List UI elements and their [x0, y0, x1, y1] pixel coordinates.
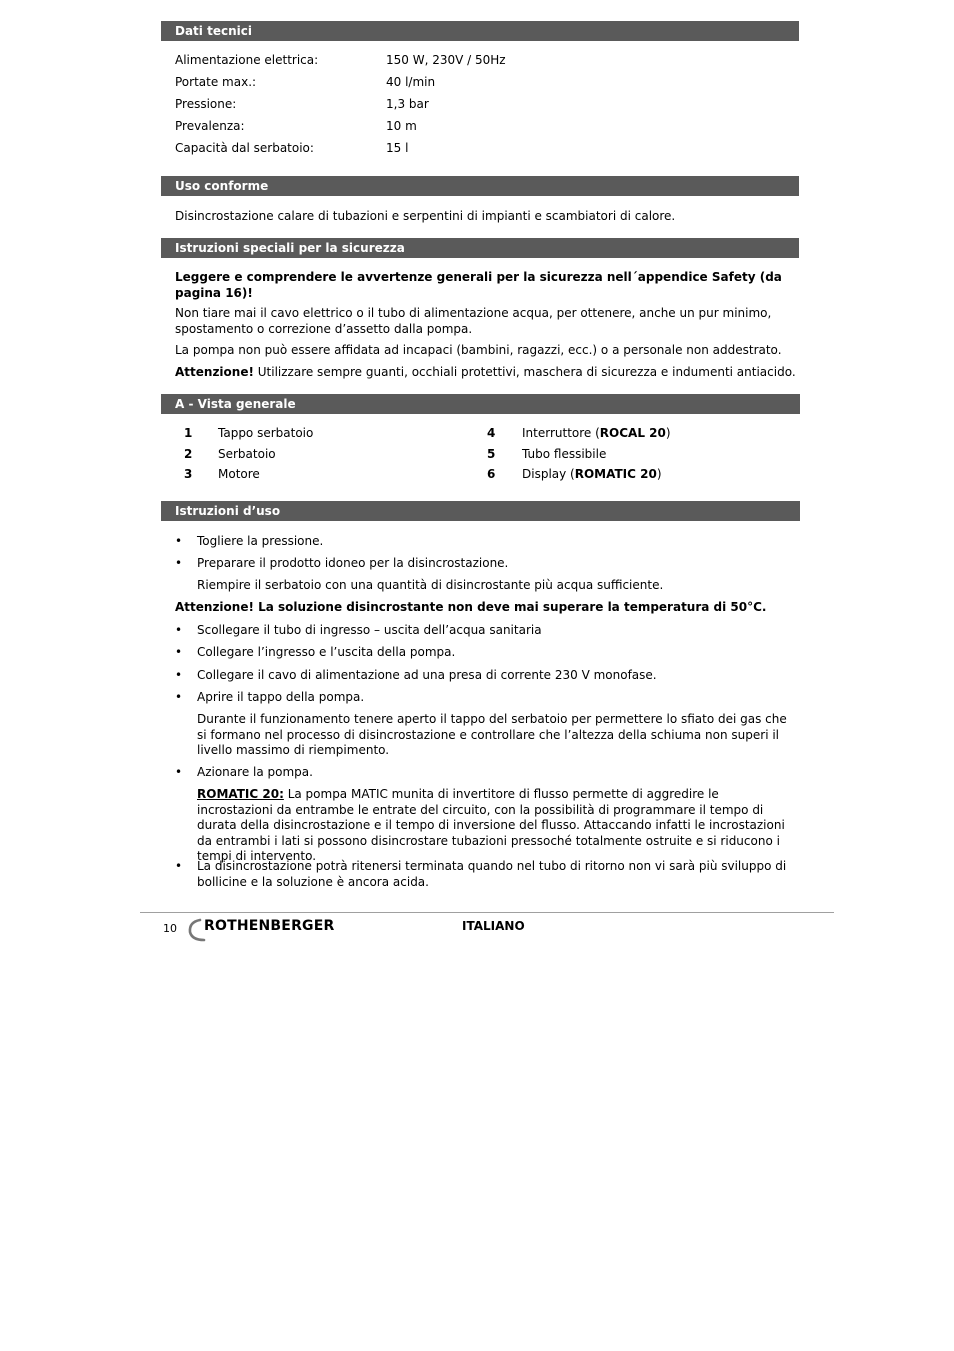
spec-label: Alimentazione elettrica:	[175, 53, 319, 67]
instruction-note	[197, 787, 787, 865]
safety-paragraph-cable: Non tiare mai il cavo elettrico o il tubo di alimentazione acqua, per ottenere, anche un pur minimo, spostamento o correzione d’assetto dalla pompa.	[175, 306, 772, 336]
overview-item: Serbatoio	[218, 447, 276, 461]
safety-attention-line	[175, 365, 796, 380]
attention-label: Attenzione!	[175, 365, 254, 379]
spec-label: Portate max.:	[175, 75, 257, 89]
safety-warning-line2: pagina 16)!	[175, 286, 253, 300]
brand-logo-text: ROTHENBERGER	[204, 918, 335, 934]
instruction-step: Togliere la pressione.	[197, 534, 324, 548]
bullet-icon: •	[175, 765, 183, 779]
rothenberger-logo-icon	[186, 918, 206, 942]
spec-label: Capacità dal serbatoio:	[175, 141, 314, 155]
instruction-note: Riempire il serbatoio con una quantità di disincrostante più acqua sufficiente.	[197, 578, 664, 592]
section-header-uso-conforme: Uso conforme	[161, 176, 799, 196]
uso-conforme-text: Disincrostazione calare di tubazioni e serpentini di impianti e scambiatori di calore.	[175, 209, 676, 223]
section-header-istruzioni: Istruzioni d’uso	[161, 501, 800, 521]
spec-value: 15 l	[386, 141, 409, 155]
bullet-icon: •	[175, 859, 183, 873]
overview-number: 3	[184, 467, 193, 481]
romatic-label: ROMATIC 20:	[197, 787, 284, 801]
bullet-icon: •	[175, 623, 183, 637]
bullet-icon: •	[175, 645, 183, 659]
instruction-note: Durante il funzionamento tenere aperto il tappo del serbatoio per permettere lo sfiato dei gas che si formano nel processo di disincrostazione e controllare che l’altezza della schiuma non superi il livello massimo di riempimento.	[197, 712, 787, 757]
safety-paragraph-personnel: La pompa non può essere affidata ad incapaci (bambini, ragazzi, ecc.) o a personale non addestrato.	[175, 343, 782, 357]
spec-value: 150 W, 230V / 50Hz	[386, 53, 506, 67]
overview-item: Motore	[218, 467, 260, 481]
temperature-warning: Attenzione! La soluzione disincrostante non deve mai superare la temperatura di 50°C.	[175, 600, 767, 614]
overview-number: 1	[184, 426, 193, 440]
overview-item	[522, 426, 671, 441]
overview-item: Tubo flessibile	[522, 447, 607, 461]
instruction-step: Azionare la pompa.	[197, 765, 313, 779]
instruction-step: Preparare il prodotto idoneo per la disincrostazione.	[197, 556, 509, 570]
overview-item	[522, 467, 662, 482]
overview-item-text: )	[656, 467, 662, 481]
overview-number: 6	[487, 467, 496, 481]
overview-item-text: )	[665, 426, 671, 440]
overview-item-text: Interruttore (	[522, 426, 600, 440]
overview-number: 2	[184, 447, 193, 461]
instruction-step: Collegare l’ingresso e l’uscita della pompa.	[197, 645, 456, 659]
bullet-icon: •	[175, 534, 183, 548]
page-number: 10	[163, 922, 177, 935]
spec-label: Pressione:	[175, 97, 237, 111]
bullet-icon: •	[175, 668, 183, 682]
model-name: ROMATIC 20	[574, 467, 657, 481]
section-header-sicurezza: Istruzioni speciali per la sicurezza	[161, 238, 799, 258]
attention-text: Utilizzare sempre guanti, occhiali protettivi, maschera di sicurezza e indumenti antiacido.	[253, 365, 796, 379]
instruction-step: La disincrostazione potrà ritenersi terminata quando nel tubo di ritorno non vi sarà più sviluppo di bollicine e la soluzione è ancora acida.	[197, 859, 787, 889]
model-name: ROCAL 20	[599, 426, 666, 440]
language-label: ITALIANO	[462, 919, 525, 933]
instruction-step: Aprire il tappo della pompa.	[197, 690, 365, 704]
romatic-description: La pompa MATIC munita di invertitore di flusso permette di aggredire le incrostazioni da entrambe le entrate del circuito, con la possibilità di programmare il tempo di durata della disincrostazione e il tempo di inversione del flusso. Attaccando infatti le incrostazioni da entrambi i lati si possono disincrostare tubazioni pressoché totalmente ostruite e si riducono i tempi di intervento.	[197, 787, 785, 863]
instruction-step: Collegare il cavo di alimentazione ad una presa di corrente 230 V monofase.	[197, 668, 657, 682]
bullet-icon: •	[175, 556, 183, 570]
section-header-vista-generale: A - Vista generale	[161, 394, 800, 414]
spec-value: 40 l/min	[386, 75, 436, 89]
overview-number: 5	[487, 447, 496, 461]
safety-warning-line1: Leggere e comprendere le avvertenze generali per la sicurezza nell´appendice Safety (da	[175, 270, 782, 284]
section-header-dati-tecnici: Dati tecnici	[161, 21, 799, 41]
overview-number: 4	[487, 426, 496, 440]
instruction-step: Scollegare il tubo di ingresso – uscita dell’acqua sanitaria	[197, 623, 542, 637]
overview-item: Tappo serbatoio	[218, 426, 314, 440]
spec-value: 1,3 bar	[386, 97, 429, 111]
spec-label: Prevalenza:	[175, 119, 245, 133]
footer-divider	[140, 912, 834, 913]
bullet-icon: •	[175, 690, 183, 704]
spec-value: 10 m	[386, 119, 417, 133]
overview-item-text: Display (	[522, 467, 575, 481]
